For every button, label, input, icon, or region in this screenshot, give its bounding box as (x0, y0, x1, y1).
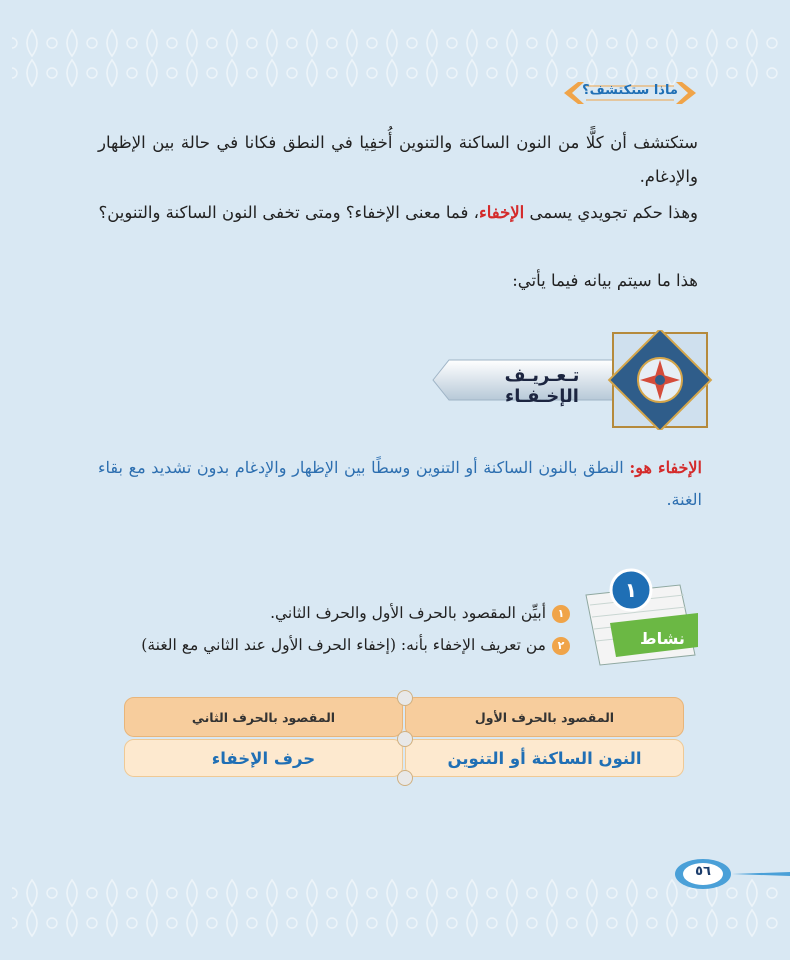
section-title-banner (425, 330, 715, 430)
bottom-ornament-band (12, 878, 778, 938)
highlighted-term: الإخفاء (478, 203, 525, 222)
intro-paragraph-2 (98, 196, 698, 230)
table-header-second-letter: المقصود بالحرف الثاني (124, 697, 403, 737)
page-number-badge (672, 856, 792, 892)
activity-task-2 (120, 632, 570, 658)
definition-text (98, 452, 702, 516)
paragraph-text: وهذا حكم تجويدي يسمى (524, 203, 698, 222)
table-cell-first-letter: النون الساكنة أو التنوين (405, 739, 684, 777)
top-ornament-band (12, 28, 778, 88)
definition-body: النطق بالنون الساكنة أو التنوين وسطًا بين الإظهار والإدغام بدون تشديد مع بقاء الغنة. (98, 458, 702, 509)
task-number-badge: ١ (552, 605, 570, 623)
task-text: أبيِّن المقصود بالحرف الأول والحرف الثاني. (270, 604, 546, 622)
intro-paragraph-3: هذا ما سيتم بيانه فيما يأتي: (512, 271, 698, 290)
table-joint-icon (397, 731, 413, 747)
task-text: من تعريف الإخفاء بأنه: (إخفاء الحرف الأول عند الثاني مع الغنة) (141, 636, 546, 654)
activity-number: ١ (624, 578, 638, 602)
task-number-badge: ٢ (552, 637, 570, 655)
activity-task-1 (120, 600, 570, 626)
activity-label: نشاط (640, 629, 685, 648)
letters-table (124, 697, 684, 779)
definition-term: الإخفاء هو: (629, 458, 702, 477)
activity-badge (580, 565, 700, 675)
table-header-first-letter: المقصود بالحرف الأول (405, 697, 684, 737)
table-cell-second-letter: حرف الإخفاء (124, 739, 403, 777)
table-joint-icon (397, 770, 413, 786)
intro-paragraph-1: ستكتشف أن كلًّا من النون الساكنة والتنوين أُخفِيا في النطق فكانا في حالة بين الإظهار والإدغام. (98, 133, 698, 186)
table-joint-icon (397, 690, 413, 706)
section-title: تـعـريـف الإخـفـاء (504, 365, 580, 407)
discover-title: ماذا ستكتشف؟ (582, 83, 678, 98)
page-number: ٥٦ (695, 864, 711, 879)
discover-heading-tag (560, 80, 700, 106)
paragraph-text: ، فما معنى الإخفاء؟ ومتى تخفى النون الساكنة والتنوين؟ (98, 203, 479, 222)
